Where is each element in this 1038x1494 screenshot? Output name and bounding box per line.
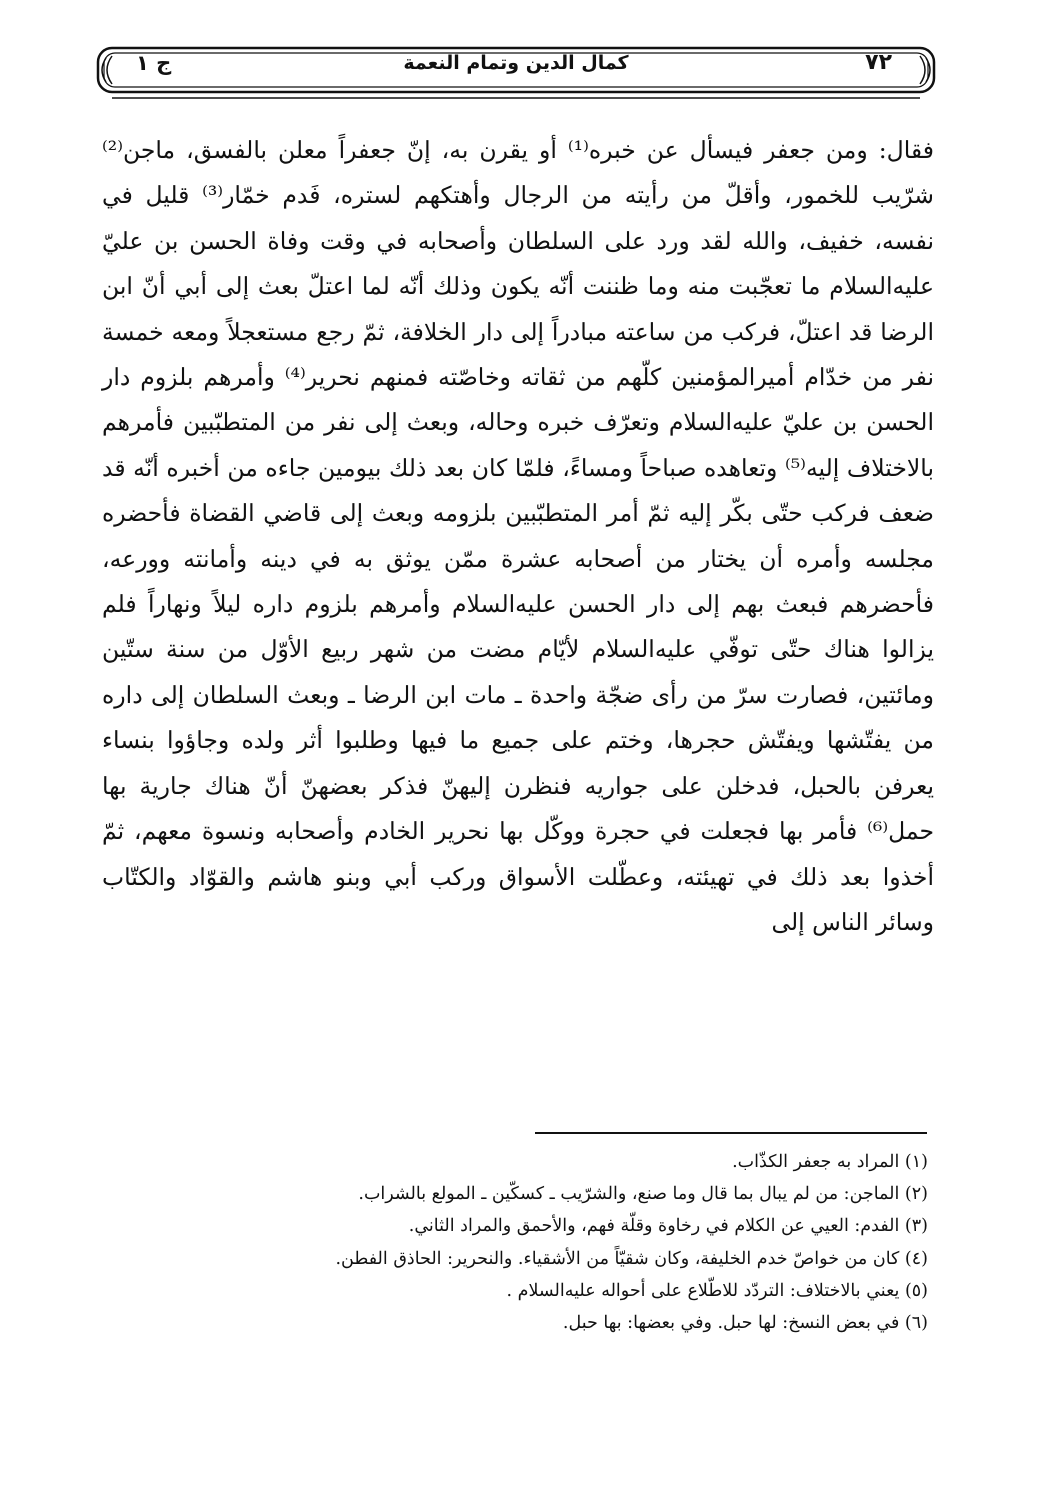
body-paragraph: فقال: ومن جعفر فيسأل عن خبره⁽¹⁾ أو يقرن به، إنّ جعفراً معلن بالفسق، ماجن⁽²⁾ شرّيب للخمور، وأقلّ من رأيته من الرجال وأهتكهم لستره، فَدم خمّار⁽³⁾ قليل في نفسه، خفيف، والله لقد ورد على السلطان وأصحابه في وقت وفاة الحسن بن عليّ عليه‌السلام ما تعجّبت منه وما ظننت أنّه يكون وذلك أنّه لما اعتلّ بعث إلى أبي أنّ ابن الرضا قد اعتلّ، فركب من ساعته مبادراً إلى دار الخلافة، ثمّ رجع مستعجلاً ومعه خمسة نفر من خدّام أميرالمؤمنين كلّهم من ثقاته وخاصّته فمنهم نحرير⁽⁴⁾ وأمرهم بلزوم دار الحسن بن عليّ عليه‌السلام وتعرّف خبره وحاله، وبعث إلى نفر من المتطبّبين فأمرهم بالاختلاف إليه⁽⁵⁾ وتعاهده صباحاً ومساءً، فلمّا كان بعد ذلك بيومين جاءه من أخبره أنّه قد ضعف فركب حتّى بكّر إليه ثمّ أمر المتطبّبين بلزومه وبعث إلى قاضي القضاة فأحضره مجلسه وأمره أن يختار من أصحابه عشرة ممّن يوثق به في دينه وأمانته وورعه، فأحضرهم فبعث بهم إلى دار الحسن عليه‌السلام وأمرهم بلزوم داره ليلاً ونهاراً فلم يزالوا هناك حتّى توفّي عليه‌السلام لأيّام مضت من شهر ربيع الأوّل من سنة ستّين ومائتين، فصارت سرّ من رأى ضجّة واحدة ـ مات ابن الرضا ـ وبعث السلطان إلى داره من يفتّشها ويفتّش حجرها، وختم على جميع ما فيها وطلبوا أثر ولده وجاؤوا بنساء يعرفن بالحبل، فدخلن على جواريه فنظرن إليهنّ فذكر بعضهنّ أنّ هناك جارية بها حمل⁽⁶⁾ فأمر بها فجعلت في حجرة ووكّل بها نحرير الخادم وأصحابه ونسوة معهم، ثمّ أخذوا بعد ذلك في تهيئته، وعطّلت الأسواق وركب أبي وبنو هاشم والقوّاد والكتّاب وسائر الناس إلى [102,136,935,936]
footnote: (٣) الفدم: العيي عن الكلام في رخاوة وقلّة فهم، والأحمق والمراد الثاني. [408,1216,928,1237]
page-number: ٧٢ [865,50,892,75]
footnote: (٦) في بعض النسخ: لها حبل. وفي بعضها: بها حبل. [562,1313,928,1334]
main-text [102,128,934,945]
footnotes [98,1146,928,1339]
footnote: (١) المراد به جعفر الكذّاب. [732,1152,928,1172]
running-title: كمال الدين وتمام النعمة [403,52,629,74]
footnote: (٤) كان من خواصّ خدم الخليفة، وكان شقيّاً من الأشقياء. والنحرير: الحاذق الفطن. [335,1248,928,1269]
footnote-separator [535,1132,927,1134]
footnote: (٢) الماجن: من لم يبال بما قال وما صنع، والشرّيب ـ كسكّين ـ المولع بالشراب. [358,1184,928,1205]
volume-label: ج ١ [136,51,172,75]
page-header [92,44,940,104]
footnote: (٥) يعني بالاختلاف: التردّد للاطّلاع على أحواله عليه‌السلام . [506,1280,928,1301]
